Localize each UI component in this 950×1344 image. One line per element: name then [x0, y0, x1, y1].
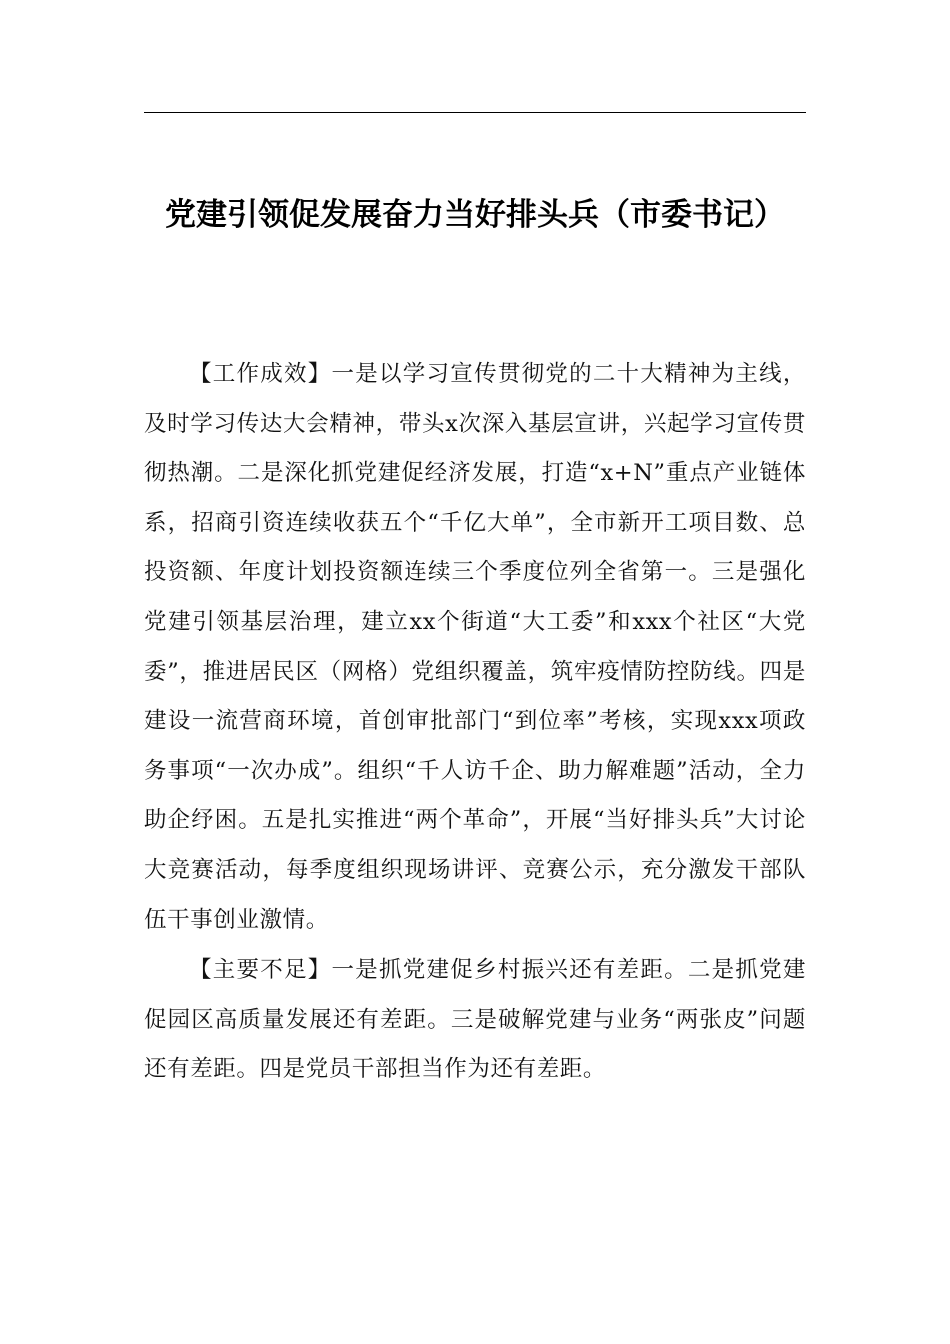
document-title: 党建引领促发展奋力当好排头兵（市委书记）	[165, 197, 785, 233]
document-body	[144, 350, 806, 1095]
paragraph-work-results: 【工作成效】一是以学习宣传贯彻党的二十大精神为主线，及时学习传达大会精神，带头x次深入基层宣讲，兴起学习宣传贯彻热潮。二是深化抓党建促经济发展，打造“x+N”重点产业链体系，招商引资连续收获五个“千亿大单”，全市新开工项目数、总投资额、年度计划投资额连续三个季度位列全省第一。三是强化党建引领基层治理，建立xx个街道“大工委”和xxx个社区“大党委”，推进居民区（网格）党组织覆盖，筑牢疫情防控防线。四是建设一流营商环境，首创审批部门“到位率”考核，实现xxx项政务事项“一次办成”。组织“千人访千企、助力解难题”活动，全力助企纾困。五是扎实推进“两个革命”，开展“当好排头兵”大讨论大竞赛活动，每季度组织现场讲评、竞赛公示，充分激发干部队伍干事创业激情。	[144, 361, 806, 933]
paragraph-shortcomings: 【主要不足】一是抓党建促乡村振兴还有差距。二是抓党建促园区高质量发展还有差距。三是破解党建与业务“两张皮”问题还有差距。四是党员干部担当作为还有差距。	[144, 957, 806, 1083]
header-rule	[144, 112, 806, 113]
